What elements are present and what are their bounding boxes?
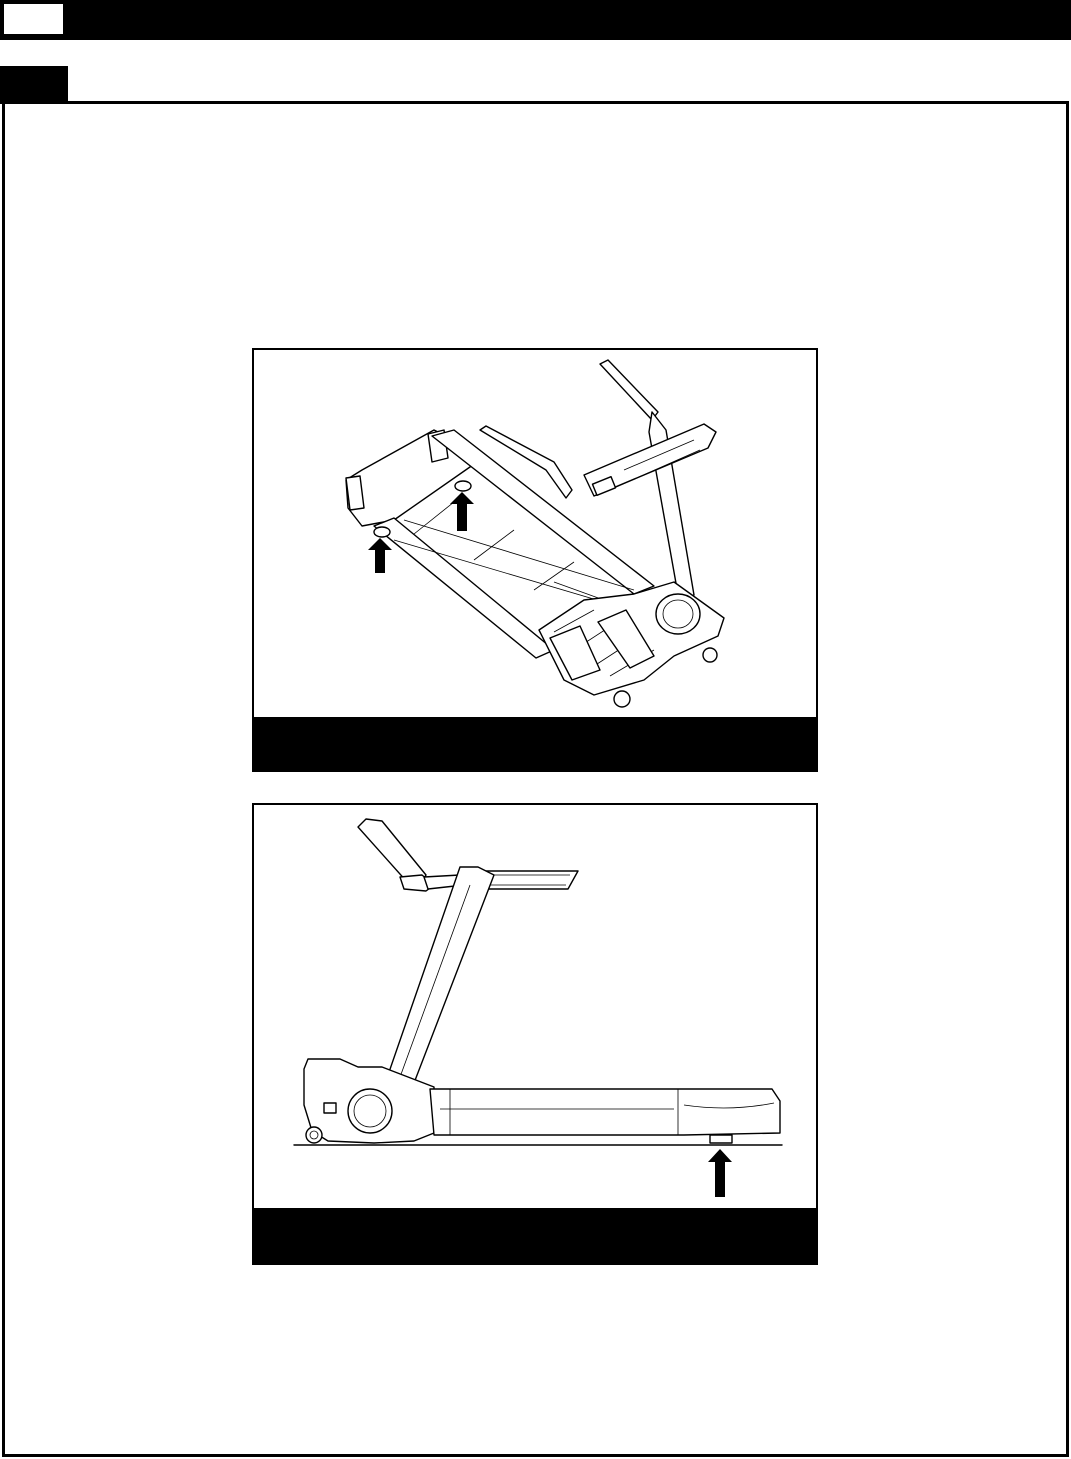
header-bar xyxy=(0,0,1071,40)
treadmill-folded-underside-illustration xyxy=(254,350,816,718)
arrow-up-icon xyxy=(450,492,474,531)
figure-side-view xyxy=(252,803,818,1265)
page-number-tab xyxy=(3,3,64,35)
arrow-up-icon xyxy=(708,1149,732,1197)
section-tab xyxy=(0,66,68,104)
arrow-up-icon xyxy=(368,538,392,573)
figure-underside-view xyxy=(252,348,818,772)
figure-caption xyxy=(254,717,816,770)
figure-caption xyxy=(254,1208,816,1263)
treadmill-side-illustration xyxy=(254,805,816,1209)
